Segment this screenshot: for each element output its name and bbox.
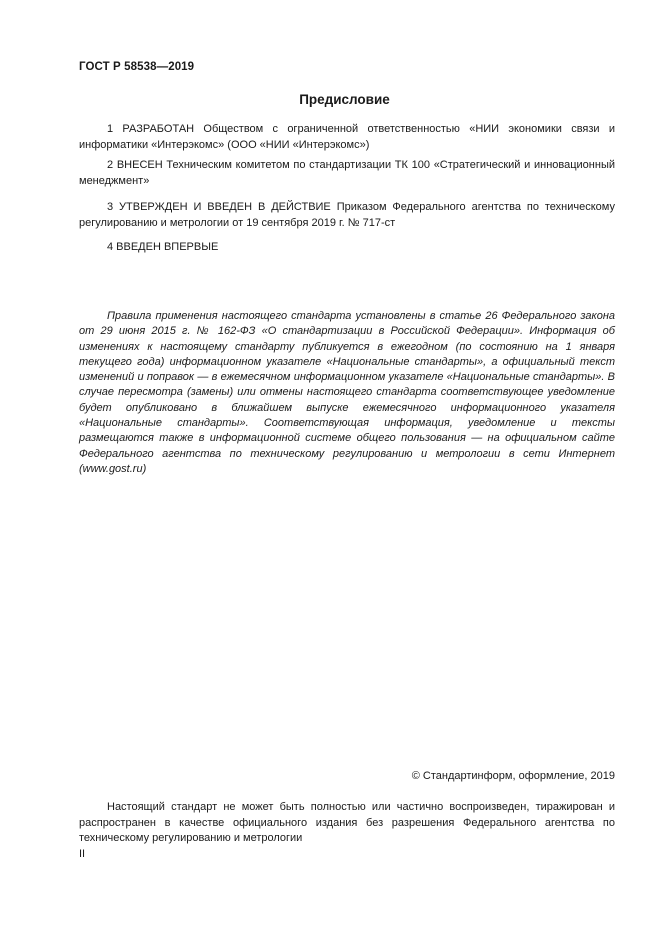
copyright-line: © Стандартинформ, оформление, 2019: [411, 770, 615, 782]
foreword-paragraph-3: 3 УТВЕРЖДЕН И ВВЕДЕН В ДЕЙСТВИЕ Приказом Федерального агентства по техническому регулированию и метрологии от 19 сентября 2019 г. № 717-ст: [79, 201, 615, 229]
page-title: [0, 92, 661, 107]
page-title-text: Предисловие: [299, 92, 390, 107]
standard-application-notice: Правила применения настоящего стандарта установлены в статье 26 Федерального закона от 29 июня 2015 г. № 162-ФЗ «О стандартизации в Российской Федерации». Информация об изменениях к настоящему стандарту публикуется в ежегодном (по состоянию на 1 января текущего года) информационном указателе «Национальные стандарты», а официальный текст изменений и поправок — в ежемесячном информационном указателе «Национальные стандарты». В случае пересмотра (замены) или отмены настоящего стандарта соответствующее уведомление будет опубликовано в ближайшем выпуске ежемесячного информационного указателя «Национальные стандарты». Соответствующая информация, уведомление и тексты размещаются также в информационной системе общего пользования — на официальном сайте Федерального агентства по техническому регулированию и метрологии в сети Интернет (www.gost.ru): [79, 310, 615, 475]
document-code: ГОСТ Р 58538—2019: [79, 61, 195, 73]
foreword-paragraph-4: 4 ВВЕДЕН ВПЕРВЫЕ: [107, 241, 219, 253]
page-number: II: [79, 848, 86, 860]
foreword-paragraph-2: 2 ВНЕСЕН Техническим комитетом по стандартизации ТК 100 «Стратегический и инновационный менеджмент»: [79, 159, 615, 187]
foreword-paragraph-1: 1 РАЗРАБОТАН Обществом с ограниченной ответственностью «НИИ экономики связи и информатики «Интерэкомс» (ООО «НИИ «Интерэкомс»): [79, 123, 615, 151]
reproduction-rights-notice: Настоящий стандарт не может быть полностью или частично воспроизведен, тиражирован и распространен в качестве официального издания без разрешения Федерального агентства по техническому регулированию и метрологии: [79, 801, 615, 844]
